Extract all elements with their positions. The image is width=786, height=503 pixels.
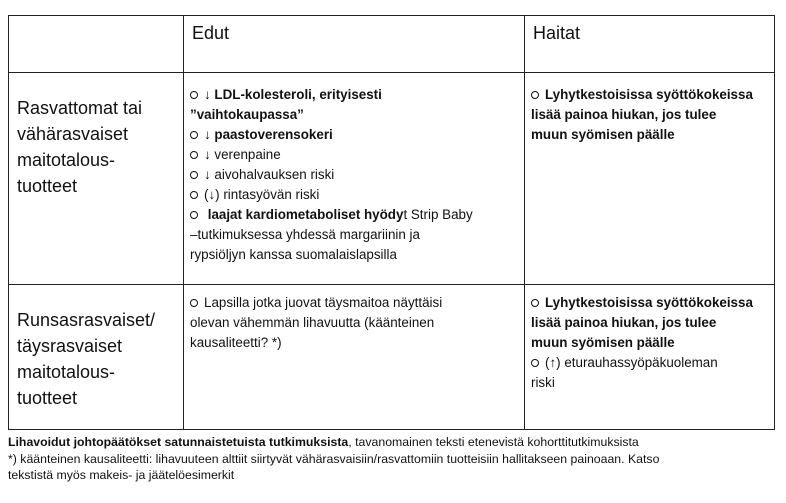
row-group-label-line: maitotalous- xyxy=(17,150,116,170)
list-item-text: muun syömisen päälle xyxy=(531,335,675,350)
harms-cell xyxy=(525,73,775,285)
list-item-text: (↑) eturauhassyöpäkuoleman xyxy=(545,355,718,370)
row-group-label-line: tuotteet xyxy=(17,388,78,408)
list-item xyxy=(190,293,518,313)
list-item-text: rypsiöljyn kanssa suomalaislapsilla xyxy=(190,247,397,262)
circle-bullet-icon xyxy=(190,131,198,139)
circle-bullet-icon xyxy=(190,91,198,99)
list-item xyxy=(190,125,518,145)
list-item xyxy=(190,85,518,105)
circle-bullet-icon xyxy=(531,359,539,367)
benefits-cell xyxy=(184,73,525,285)
list-item xyxy=(190,185,518,205)
table-row xyxy=(9,285,775,430)
list-item-text: –tutkimuksessa yhdessä margariinin ja xyxy=(190,227,420,242)
list-item xyxy=(190,333,518,353)
list-item xyxy=(531,353,768,373)
list-item xyxy=(531,125,768,145)
list-item xyxy=(531,373,768,393)
header-benefits: Edut xyxy=(184,16,525,73)
list-item xyxy=(531,313,768,333)
circle-bullet-icon xyxy=(190,211,198,219)
harms-cell xyxy=(525,285,775,430)
list-item-text: riski xyxy=(531,375,555,390)
circle-bullet-icon xyxy=(190,171,198,179)
footnote-line-3: tekstistä myös makeis- ja jäätelöesimerkit xyxy=(8,468,235,482)
list-item xyxy=(531,333,768,353)
list-item xyxy=(190,245,518,265)
row-group-label-line: maitotalous- xyxy=(17,362,116,382)
list-item-text: Lapsilla jotka juovat täysmaitoa näyttäisi xyxy=(204,295,443,310)
table-row xyxy=(9,73,775,285)
list-item-text: ”vaihtokaupassa” xyxy=(190,107,304,122)
list-item-text: lisää painoa hiukan, jos tulee xyxy=(531,107,717,122)
circle-bullet-icon xyxy=(531,91,539,99)
list-item-text: t Strip Baby xyxy=(403,207,473,222)
footnote-line-1 xyxy=(8,435,639,449)
list-item-text: Lyhytkestoisissa syöttökokeissa xyxy=(545,87,753,102)
list-item-text: ↓ verenpaine xyxy=(204,147,281,162)
benefits-cell xyxy=(184,285,525,430)
list-item xyxy=(190,105,518,125)
list-item-text: olevan vähemmän lihavuutta (käänteinen xyxy=(190,315,435,330)
header-empty-cell xyxy=(9,16,184,73)
list-item-text: laajat kardiometaboliset hyödy xyxy=(204,207,404,222)
list-item xyxy=(190,165,518,185)
list-item xyxy=(190,225,518,245)
circle-bullet-icon xyxy=(190,191,198,199)
circle-bullet-icon xyxy=(190,151,198,159)
list-item xyxy=(190,205,518,225)
comparison-table xyxy=(8,15,775,430)
list-item-text: ↓ aivohalvauksen riski xyxy=(204,167,335,182)
footnote xyxy=(8,434,778,484)
row-group-label-line: vähärasvaiset xyxy=(17,124,129,144)
list-item xyxy=(190,145,518,165)
list-item-text: ↓ LDL-kolesteroli, erityisesti xyxy=(204,87,382,102)
row-group-label xyxy=(9,285,184,430)
footnote-bold-text: Lihavoidut johtopäätökset satunnaistetuista tutkimuksista xyxy=(8,435,349,449)
list-item xyxy=(531,105,768,125)
list-item-text: ↓ paastoverensokeri xyxy=(204,127,333,142)
list-item xyxy=(190,313,518,333)
footnote-regular-text: , tavanomainen teksti etenevistä kohorttitutkimuksista xyxy=(348,435,639,449)
header-harms: Haitat xyxy=(525,16,775,73)
list-item-text: kausaliteetti? *) xyxy=(190,335,282,350)
row-group-label-line: tuotteet xyxy=(17,176,78,196)
row-group-label-line: Runsasrasvaiset/ xyxy=(17,310,156,330)
row-group-label xyxy=(9,73,184,285)
list-item-text: Lyhytkestoisissa syöttökokeissa xyxy=(545,295,753,310)
row-group-label-line: Rasvattomat tai xyxy=(17,98,143,118)
list-item-text: (↓) rintasyövän riski xyxy=(204,187,320,202)
list-item xyxy=(531,293,768,313)
footnote-line-2: *) käänteinen kausaliteetti: lihavuuteen alttiit siirtyvät vähärasvaisiin/rasvattomiin tuotteisiin hallitakseen painoaan. Katso xyxy=(8,451,660,466)
list-item-text: muun syömisen päälle xyxy=(531,127,675,142)
circle-bullet-icon xyxy=(531,299,539,307)
circle-bullet-icon xyxy=(190,299,198,307)
list-item xyxy=(531,85,768,105)
list-item-text: lisää painoa hiukan, jos tulee xyxy=(531,315,717,330)
table-header-row xyxy=(9,16,775,73)
row-group-label-line: täysrasvaiset xyxy=(17,336,123,356)
